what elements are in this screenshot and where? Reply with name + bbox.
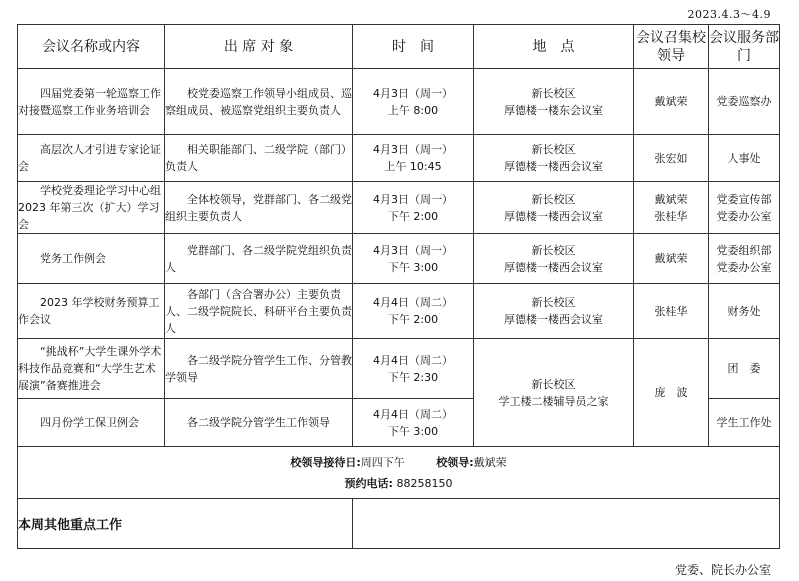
reception-day-value: 周四下午 [360,455,405,469]
meeting-dept: 财务处 [709,284,780,339]
meeting-dept: 党委巡察办 [709,69,780,135]
meeting-dept: 党委组织部 党委办公室 [709,234,780,284]
header-leader: 会议召集校领导 [634,25,709,69]
reception-phone-value: 88258150 [396,476,453,490]
table-row [18,182,780,234]
meeting-name: 党务工作例会 [18,234,165,284]
meeting-name: 学校党委理论学习中心组 2023 年第三次（扩大）学习会 [18,182,165,234]
meeting-time: 4月4日（周二） 下午 2:30 [353,339,474,399]
meeting-location: 新长校区 厚德楼一楼西会议室 [474,284,634,339]
issuing-office: 党委、院长办公室 [674,563,771,577]
header-dept: 会议服务部门 [709,25,780,69]
header-name: 会议名称或内容 [18,25,165,69]
other-work-row [18,499,780,549]
table-row [18,135,780,182]
table-row [18,339,780,399]
meeting-time: 4月3日（周一） 上午 10:45 [353,135,474,182]
other-work-label: 本周其他重点工作 [18,499,353,549]
reception-leader-value: 戴斌荣 [473,455,507,469]
meeting-attendees: 校党委巡察工作领导小组成员、巡察组成员、被巡察党组织主要负责人 [165,69,353,135]
reception-row [18,447,780,499]
meeting-dept: 党委宣传部 党委办公室 [709,182,780,234]
meeting-attendees: 党群部门、各二级学院党组织负责人 [165,234,353,284]
reception-day-label: 校领导接待日: [290,455,361,469]
reception-leader-label: 校领导: [436,455,474,469]
meeting-name: 2023 年学校财务预算工作会议 [18,284,165,339]
meeting-location: 新长校区 厚德楼一楼西会议室 [474,135,634,182]
meeting-time: 4月4日（周二） 下午 2:00 [353,284,474,339]
meeting-location: 新长校区 厚德楼一楼西会议室 [474,182,634,234]
meeting-schedule-table [17,24,780,549]
meeting-attendees: 相关职能部门、二级学院（部门）负责人 [165,135,353,182]
reception-phone-label: 预约电话: [344,476,393,490]
meeting-name: 高层次人才引进专家论证会 [18,135,165,182]
header-time: 时 间 [353,25,474,69]
meeting-dept: 团 委 [709,339,780,399]
meeting-attendees: 各二级学院分管学生工作、分管教学领导 [165,339,353,399]
meeting-time: 4月4日（周二） 下午 3:00 [353,399,474,447]
table-row [18,284,780,339]
table-row [18,69,780,135]
meeting-time: 4月3日（周一） 下午 2:00 [353,182,474,234]
meeting-name: 四月份学工保卫例会 [18,399,165,447]
other-work-content [353,499,780,549]
meeting-attendees: 各二级学院分管学生工作领导 [165,399,353,447]
meeting-name: “挑战杯”大学生课外学术科技作品竞赛和“大学生艺术展演”备赛推进会 [18,339,165,399]
date-range: 2023.4.3～4.9 [687,8,771,21]
meeting-leader: 张桂华 [634,284,709,339]
meeting-attendees: 各部门（含合署办公）主要负责人、二级学院院长、科研平台主要负责人 [165,284,353,339]
meeting-time: 4月3日（周一） 下午 3:00 [353,234,474,284]
meeting-leader: 戴斌荣 [634,69,709,135]
meeting-location: 新长校区 厚德楼一楼西会议室 [474,234,634,284]
meeting-leader: 戴斌荣 [634,234,709,284]
meeting-time: 4月3日（周一） 上午 8:00 [353,69,474,135]
meeting-location: 新长校区 厚德楼一楼东会议室 [474,69,634,135]
reception-info [18,447,780,499]
meeting-location: 新长校区 学工楼二楼辅导员之家 [474,339,634,447]
meeting-leader: 戴斌荣 张桂华 [634,182,709,234]
meeting-leader: 张宏如 [634,135,709,182]
meeting-dept: 人事处 [709,135,780,182]
table-row [18,234,780,284]
meeting-attendees: 全体校领导，党群部门、各二级党组织主要负责人 [165,182,353,234]
header-row [18,25,780,69]
meeting-leader: 庞 波 [634,339,709,447]
header-location: 地 点 [474,25,634,69]
meeting-name: 四届党委第一轮巡察工作对接暨巡察工作业务培训会 [18,69,165,135]
meeting-dept: 学生工作处 [709,399,780,447]
header-attendees: 出 席 对 象 [165,25,353,69]
